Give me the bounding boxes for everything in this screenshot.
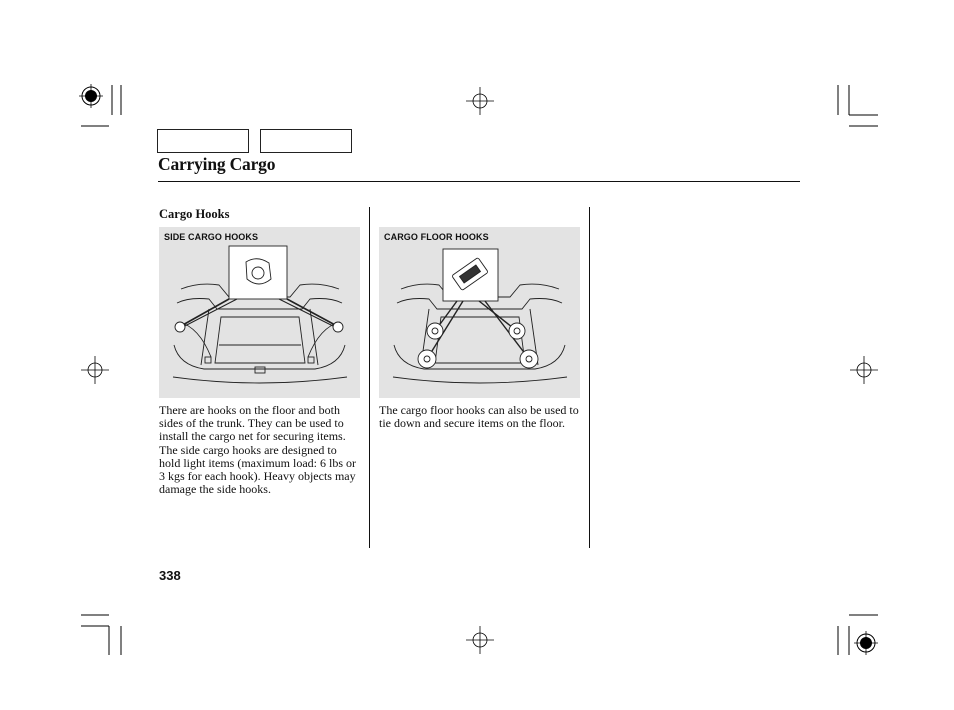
registration-target-icon bbox=[79, 84, 103, 108]
nav-tab-table-of-contents[interactable] bbox=[260, 129, 352, 153]
crosshair-icon bbox=[466, 626, 494, 654]
column-divider bbox=[369, 207, 370, 548]
section-heading: Cargo Hooks bbox=[159, 207, 230, 221]
figure-caption: CARGO FLOOR HOOKS bbox=[384, 232, 489, 242]
paragraph-floor-hooks: The cargo floor hooks can also be used to tie down and secure items on the floor. bbox=[379, 403, 579, 431]
page-title: Carrying Cargo bbox=[158, 154, 276, 174]
figure-caption: SIDE CARGO HOOKS bbox=[164, 232, 259, 242]
registration-target-icon bbox=[854, 631, 878, 655]
paragraph-side-hooks: There are hooks on the floor and both sides of the trunk. They can be used to install the cargo net for securing items. The side cargo hooks are designed to hold light items (maximum load: 6 lbs or 3 kgs for each hook). Heavy objects may damage the side hooks. bbox=[159, 403, 356, 497]
figure-cargo-floor-hooks bbox=[379, 227, 580, 398]
crosshair-icon bbox=[850, 356, 878, 384]
nav-tab-main-menu[interactable] bbox=[157, 129, 249, 153]
title-divider bbox=[158, 181, 800, 182]
page-number: 338 bbox=[159, 568, 181, 583]
side-cargo-hook-illustration-icon bbox=[159, 227, 360, 398]
figure-side-cargo-hooks bbox=[159, 227, 360, 398]
column-divider bbox=[589, 207, 590, 548]
crosshair-icon bbox=[81, 356, 109, 384]
floor-cargo-hook-illustration-icon bbox=[379, 227, 580, 398]
crosshair-icon bbox=[466, 87, 494, 115]
